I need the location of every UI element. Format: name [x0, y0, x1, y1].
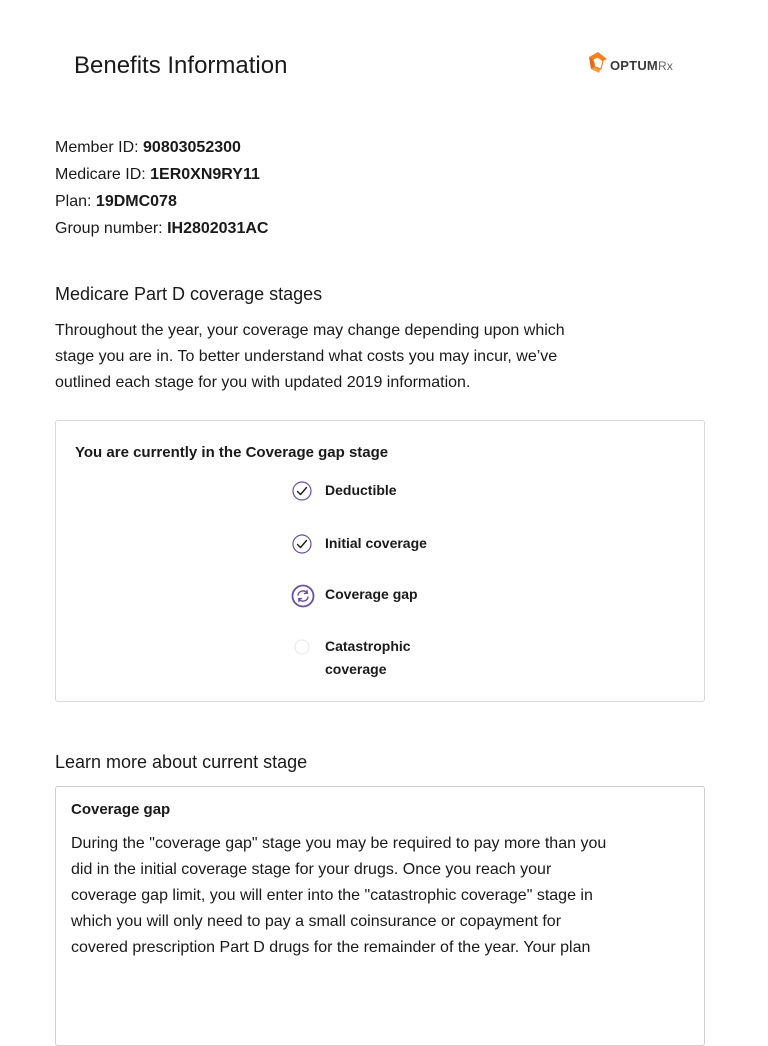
logo-wordmark: OPTUMRx: [610, 57, 674, 73]
stage-label: Catastrophic coverage: [325, 638, 411, 677]
stage-label: Initial coverage: [325, 535, 427, 551]
member-id-value: 90803052300: [143, 139, 241, 156]
stage-label: Deductible: [325, 482, 397, 498]
optum-rx-logo: [586, 50, 673, 80]
coverage-intro-text: Throughout the year, your coverage may change depending upon which stage you are in. To better understand what costs you may incur, we’ve outlined each stage for you with updated 2019 information.: [55, 322, 565, 391]
empty-circle-icon: [291, 636, 313, 658]
stage-item-catastrophic-coverage: [291, 636, 491, 681]
coverage-stages-heading: Medicare Part D coverage stages: [55, 284, 323, 304]
medicare-id-row: [55, 161, 268, 188]
group-number-label: Group number:: [55, 220, 163, 237]
group-number-value: IH2802031AC: [167, 220, 269, 237]
current-stage-title: You are currently in the Coverage gap stage: [75, 444, 389, 461]
plan-label: Plan:: [55, 193, 92, 210]
plan-row: [55, 188, 268, 215]
page-title: Benefits Information: [74, 52, 288, 79]
stage-label: Coverage gap: [325, 586, 418, 602]
check-circle-icon: [291, 533, 313, 555]
refresh-circle-icon: [291, 584, 313, 606]
stage-item-initial-coverage: [291, 533, 491, 555]
optum-logo-icon: [586, 51, 608, 80]
member-info: [55, 134, 268, 242]
member-id-label: Member ID:: [55, 139, 139, 156]
learn-more-card: [55, 786, 705, 1046]
group-number-row: [55, 215, 268, 242]
plan-value: 19DMC078: [95, 193, 177, 210]
stage-item-coverage-gap: [291, 584, 491, 606]
learn-more-heading: Learn more about current stage: [55, 752, 308, 772]
medicare-id-label: Medicare ID:: [55, 166, 146, 183]
medicare-id-value: 1ER0XN9RY11: [150, 166, 260, 183]
stage-item-deductible: [291, 480, 491, 502]
member-id-row: [55, 134, 268, 161]
check-circle-icon: [291, 480, 313, 502]
learn-more-body: During the "coverage gap" stage you may be required to pay more than you did in the initial coverage stage for your drugs. Once you reach your coverage gap limit, you will enter into the "catastrophic coverage" stage in which you will only need to pay a small coinsurance or copayment for covered prescription Part D drugs for the remainder of the year. Your plan: [71, 835, 607, 956]
learn-more-title: Coverage gap: [71, 801, 171, 818]
current-stage-card: [55, 420, 705, 702]
